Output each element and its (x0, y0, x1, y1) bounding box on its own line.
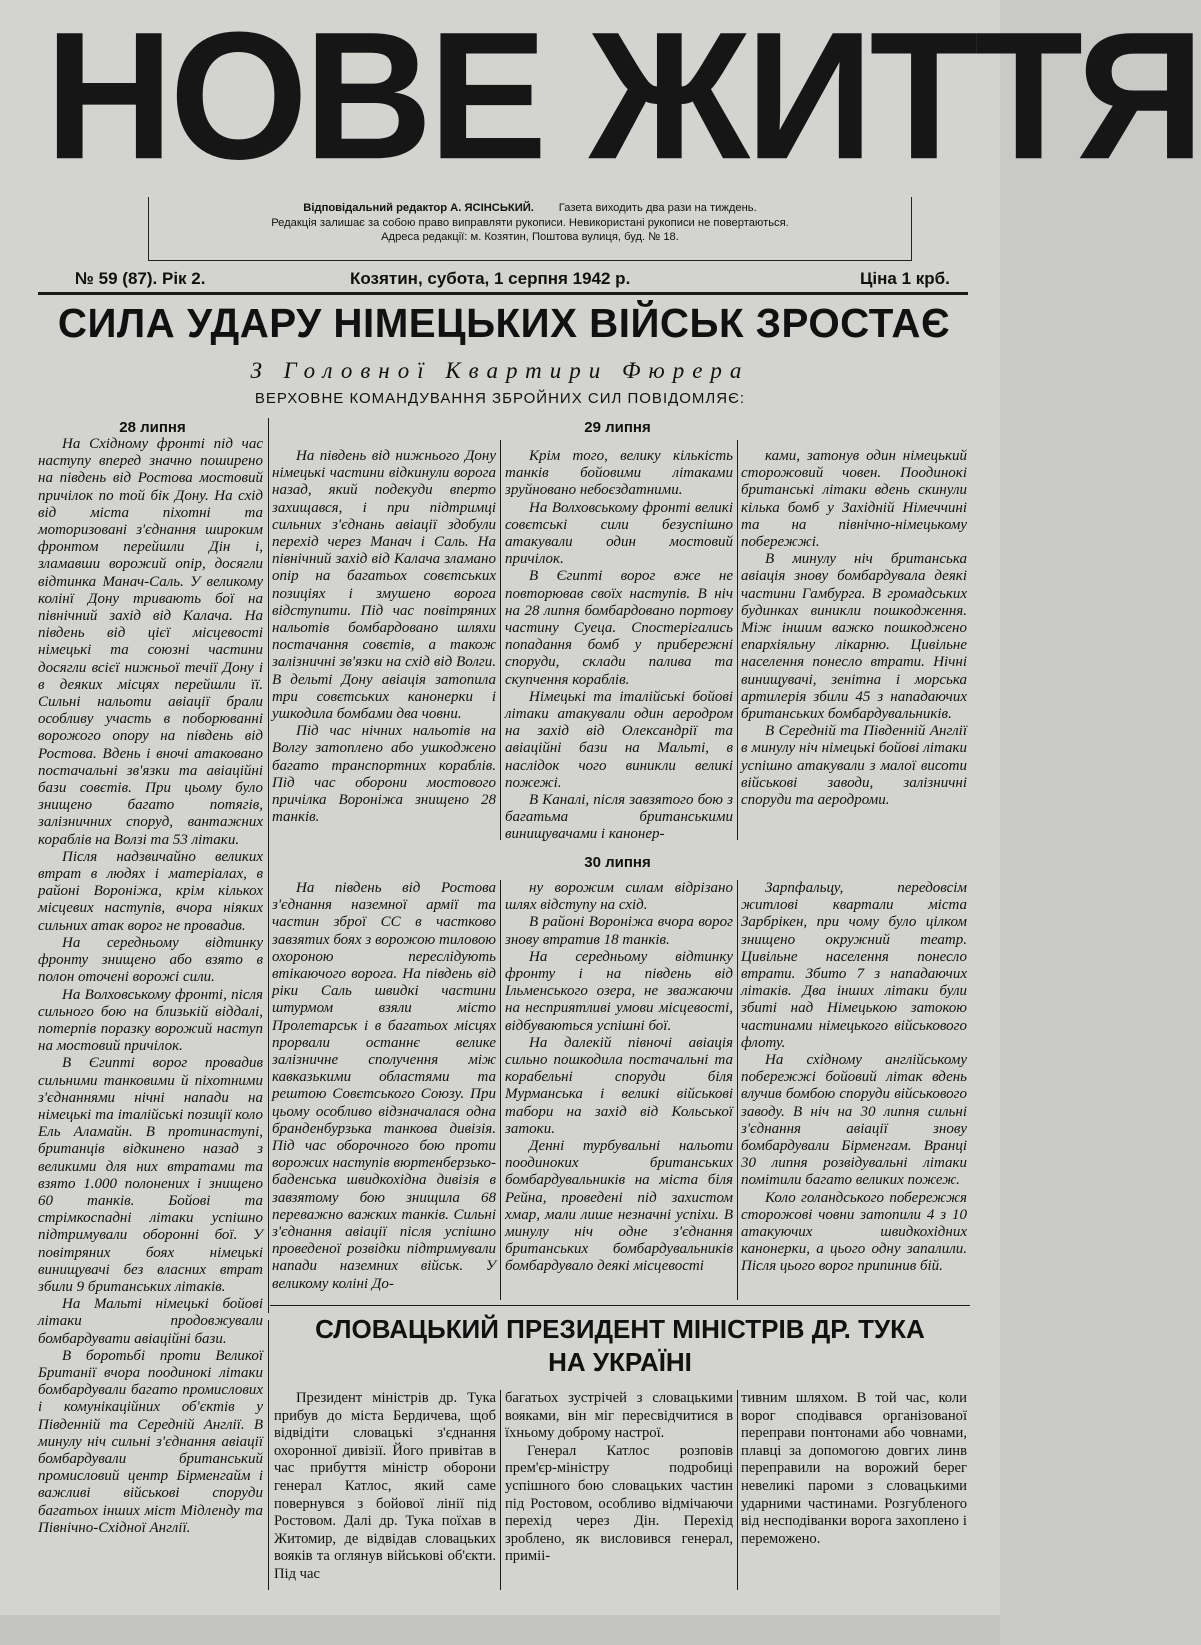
issue-place-date: Козятин, субота, 1 серпня 1942 р. (350, 269, 631, 288)
column-rule-1b (268, 1320, 269, 1590)
date-heading-29: 29 липня (584, 419, 651, 436)
paragraph: На південь від нижнього Дону німецькі частини відкинули ворога назад, який подекуди вперто захищався, і при підтримці сильних з'єднань авіації здобули перехід через Манач і Саль. На північний захід від Калача зламано опір на багатьох совєтських позиціях і змушено ворога відступити. Під час повітряних нальотів бомбардовано шляхи постачання совєтів, а також залізничні зв'язки на схід від Волги. В дельті Дону авіація затопила три совєтських канонерки і ушкодила бомбами два човни. (272, 448, 496, 723)
paragraph: В Каналі, після завзятого бою з багатьма британськими винищувачами і канонер- (505, 792, 733, 843)
paragraph: Після надзвичайно великих втрат в людях і матеріалах, в районі Вороніжа, крім кількох місцевих наступів, вчора ніяких сильних атак ворог не провадив. (38, 848, 263, 934)
imprint-line-2: Редакція залишає за собою право виправляти рукописи. Невикористані рукописи не повертаються. (271, 216, 789, 229)
column-3-bottom (505, 880, 733, 1300)
paragraph: В Єгипті ворог вже не повторював своїх наступів. В ніч на 28 липня бомбардовано портову частину Суеца. Спостерігались попадання бомб у прибережні споруди, склади палива та скупчення кораблів. (505, 568, 733, 688)
column-rule-2b (500, 880, 501, 1300)
issue-number: № 59 (87). Рік 2. (75, 269, 206, 288)
paragraph: На Волховському фронті, після сильного бою на близькій віддалі, потерпів поразку ворожий наступ на мостовий причілок. (38, 986, 263, 1055)
paragraph: багатьох зустрічей з словацькими вояками, він міг пересвідчитися в їхньому доброму настрої. (505, 1390, 733, 1442)
paragraph: Зарпфальцу, передовсім житлові квартали міста Зарбрікен, при чому було цілком знищено окружний театр. Цивільне населення понесло втрати. Збито 7 з нападаючих літаків. Два інших літаки були збиті над Німецькою затокою частинами німецького військового флоту. (741, 880, 967, 1051)
paragraph: В Середній та Південній Англії в минулу ніч німецькі бойові літаки успішно атакували з малої висоти військові заводи, залізничні споруди та аеродроми. (741, 723, 967, 809)
column-4-top (741, 448, 967, 843)
column-rule-3b (737, 880, 738, 1300)
paragraph: На середньому відтинку фронту знищено або взято в полон оточені ворожі сили. (38, 934, 263, 986)
article-2-column-3 (741, 1390, 967, 1590)
column-rule-1 (268, 418, 269, 1313)
article-2-column-2 (505, 1390, 733, 1590)
paragraph: Під час нічних нальотів на Волгу затоплено або ушкоджено багато транспортних кораблів. Під час оборони мостового причілка Вороніжа знищено 28 танків. (272, 723, 496, 826)
paragraph: Крім того, велику кількість танків бойовими літаками зруйновано небоєздатними. (505, 448, 733, 499)
paragraph: На південь від Ростова з'єднання наземної армії та частин зброї СС в частково завзятих боях з ворожою тиловою охороною переслідують втікаючого ворога. На південь від ріки Саль швидкі частини штурмом взяли місто Пролетарськ і в багатьох місцях прорвали останнє велике залізничне сполучення між кавказькими областями та рештою Совєтського Союзу. При цьому особливо відзначалася одна бранденбурзька танкова дивізія. Під час оборочного бою проти ворожих наступів вюртенберзько-баденська швидкохідна дивізія в завзятому бою знищила 68 переважно важких танків. Сильні з'єднання авіації після успішно проведеної розвідки підтримували напади наземних військ. У великому коліні До- (272, 880, 496, 1292)
imprint-line-1 (159, 201, 901, 216)
article-separator (270, 1305, 970, 1306)
paragraph: На східному англійському побережжі бойовий літак вдень влучив бомбою споруди військового заводу. В ніч на 30 липня сильні з'єднання авіації знову бомбардували Бірменгам. Вранці 30 липня розвідувальні літаки помітили багато великих пожеж. (741, 1052, 967, 1189)
issue-price: Ціна 1 крб. (860, 269, 950, 288)
paragraph: тивним шляхом. В той час, коли ворог сподівався організованої переправи понтонами або човнами, плавці за допомогою довгих линв переправили на ворожий берег невеликі пароми з словацькими ударними частинами. Розгубленого від несподіванки ворога захоплено і переможено. (741, 1390, 967, 1547)
page-bottom-margin (0, 1615, 1000, 1645)
column-rule-3 (737, 440, 738, 840)
sub-headline: З Головної Квартири Фюрера (250, 358, 750, 383)
column-2-bottom (272, 880, 496, 1300)
column-4-bottom (741, 880, 967, 1300)
column-rule-5 (737, 1390, 738, 1590)
frequency-line: Газета виходить два рази на тиждень. (558, 202, 757, 214)
column-1 (38, 436, 263, 1586)
article-2-column-1 (274, 1390, 496, 1590)
paragraph: Німецькі та італійські бойові літаки атакували один аеродром на захід від Олександрії та авіаційні бази на Мальті, в наслідок чого виникли великі пожежі. (505, 688, 733, 791)
imprint-line-3: Адреса редакції: м. Козятин, Поштова вулиця, буд. № 18. (381, 231, 679, 243)
paragraph: Денні турбувальні нальоти поодиноких британських бомбардувальників на міста біля Рейна, проведені під захистом хмар, мали лише незначні успіхи. В минулу ніч одне з'єднання британських бомбардувальників бомбардувало деякі місцевості (505, 1138, 733, 1275)
paragraph: Коло голандського побережжя сторожові човни затопили 4 з 10 атакуючих швидкохідних канонерки, а цього одну запалили. Після цього ворог припинив бій. (741, 1189, 967, 1275)
paragraph: На далекій півночі авіація сильно пошкодила постачальні та корабельні споруди біля Мурманська і великі військові табори на захід від Кольської затоки. (505, 1034, 733, 1137)
column-3-top (505, 448, 733, 843)
article-2-headline: СЛОВАЦЬКИЙ ПРЕЗИДЕНТ МІНІСТРІВ ДР. ТУКА (315, 1314, 925, 1344)
paragraph: В Єгипті ворог провадив сильними танковими й піхотними з'єднаннями нічні напади на німецькі та італійські позиції коло Ель Аламайн. В протинаступі, британців відкинено назад з великими для них втратами та взято 1.000 полонених і знищено 60 танків. Бойові та стрімкоспадні літаки успішно підтримували оборонні бої. У повітряних боях німецькі винищувачі без власних втрат збили 9 британських літаків. (38, 1055, 263, 1295)
paragraph: В боротьбі проти Великої Британії вчора поодинокі літаки бомбардували багато промислових і комунікаційних об'єктів у Південній та Середній Англії. В минулу ніч сильні з'єднання авіації бомбардували британський промисловий центр Бірменгайм і важливі військові споруди багатьох інших міст Мідленду та Північно-Східної Англії. (38, 1347, 263, 1536)
sub-headline-2: ВЕРХОВНЕ КОМАНДУВАННЯ ЗБРОЙНИХ СИЛ ПОВІДОМЛЯЄ: (254, 390, 746, 407)
column-2-top (272, 448, 496, 840)
column-rule-4 (500, 1390, 501, 1590)
paragraph: В минулу ніч британська авіація знову бомбардувала деякі частини Гамбурга. В громадських будинках виникли пошкодження. Між іншим важко пошкоджено епархіяльну лікарню. Цивільне населення понесло втрати. Нічні винищувачі, зенітна і морська артилерія збили 45 з нападаючих британських бомбардувальників. (741, 551, 967, 723)
article-2-headline-line-2: НА УКРАЇНІ (548, 1347, 692, 1377)
paragraph: В районі Вороніжа вчора ворог знову втратив 18 танків. (505, 914, 733, 948)
paragraph: ну ворожим силам відрізано шлях відступу на схід. (505, 880, 733, 914)
paragraph: Президент міністрів др. Тука прибув до міста Бердичева, щоб відвідіти словацькі з'єднання охоронної дивізії. Його привітав в час прибуття міністр оборони генерал Катлос, який саме повернувся з бойової лінії під Ростовом. Далі др. Тука поїхав в Житомир, де відвідав словацьких вояків та оглянув військові об'єкти. Під час (274, 1390, 496, 1582)
column-rule-2 (500, 440, 501, 840)
main-headline: СИЛА УДАРУ НІМЕЦЬКИХ ВІЙСЬК ЗРОСТАЄ (57, 300, 951, 346)
editor-line: Відповідальний редактор А. ЯСІНСЬКИЙ. (303, 202, 534, 214)
paragraph: На Мальті німецькі бойові літаки продовжували бомбардувати авіаційні бази. (38, 1296, 263, 1347)
paragraph: На Волховському фронті великі совєтські сили безуспішно атакували один мостовий причілок. (505, 499, 733, 568)
date-heading-30: 30 липня (584, 854, 651, 871)
date-heading-28: 28 липня (119, 419, 186, 436)
masthead-title: НОВЕ ЖИТТЯ (45, 0, 1201, 197)
imprint-box (148, 197, 912, 261)
masthead-rule (38, 292, 968, 295)
paragraph: На середньому відтинку фронту і на південь від Ільменського озера, не зважаючи на несприятливі умови місцевості, відбуваються успішні бої. (505, 948, 733, 1034)
paragraph: Генерал Катлос розповів прем'єр-міністру подробиці успішного бою словацьких частин під Ростовом, особливо відмічаючи перехід через Дін. Перехід зроблено, як висловився генерал, приміi- (505, 1442, 733, 1565)
paragraph: На Східному фронті під час наступу вперед значно поширено на південь від Ростова мостовий причілок по той бік Дону. На схід від міста піхотні та моторизовані з'єднання широким фронтом перейшли Дін і, зламавши ворожий опір, досягли відтинка Манач-Саль. У великому колінї Дону тривають бої на північний захід від Калача. На південь від цієї місцевості німецькі та союзні частини досягли всієї нижньої течії Дону і в деяких місцях перейшли її. Сильні нальоти авіації брали особливу участь в поборюванні ворожого опору на південь від Ростова. Вдень і вночі атаковано постачальні зв'язки та авіаційні бази совєтів. При цьому було знищено багато потягів, залізничних споруд, вантажних кораблів на Волзі та 53 літаки. (38, 436, 263, 848)
paragraph: ками, затонув один німецький сторожовий човен. Поодинокі британські літаки вдень скинули кілька бомб у Західній Німеччині та на північно-німецькому побережжі. (741, 448, 967, 551)
